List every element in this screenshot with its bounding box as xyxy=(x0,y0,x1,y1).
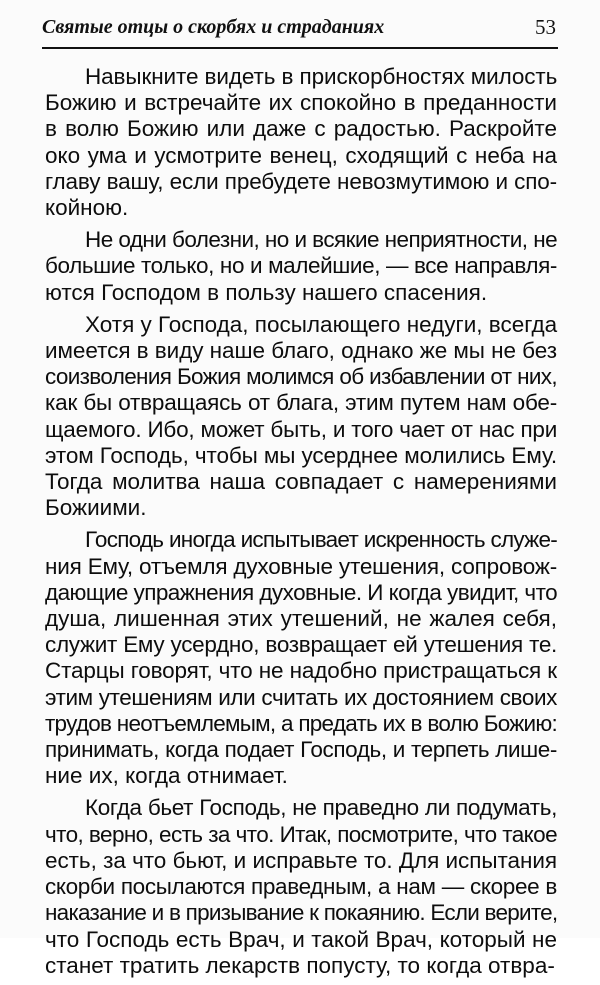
text-line: соизволения Божия молимся об избавлении от них, xyxy=(45,364,557,390)
text-line: служит Ему усердно, возвращает ей утешения те. xyxy=(45,632,557,658)
text-line: Божию и встречайте их спокойно в преданности xyxy=(45,90,557,116)
text-line: наказание и в призывание к покаянию. Если верите, xyxy=(45,900,558,926)
text-line: как бы отвращаясь от блага, этим путем нам обе- xyxy=(45,390,557,416)
text-line: Господь иногда испытывает искренность служе- xyxy=(85,527,557,553)
text-line: Не одни болезни, но и всякие неприятности, не xyxy=(85,227,558,253)
text-line: Когда бьет Господь, не праведно ли подумать, xyxy=(85,795,557,821)
paragraph xyxy=(45,795,557,978)
paragraph xyxy=(45,227,557,306)
text-line: есть, за что бьют, и исправьте то. Для испытания xyxy=(45,847,557,873)
text-line: Старцы говорят, что не надобно пристращаться к xyxy=(45,658,557,684)
running-title: Святые отцы о скорбях и страданиях xyxy=(42,16,385,38)
paragraph xyxy=(45,527,557,789)
text-line: что, верно, есть за что. Итак, посмотрите, что такое xyxy=(45,821,557,847)
body-text xyxy=(45,64,557,985)
paragraph xyxy=(45,312,557,522)
text-line: ются Господом в пользу нашего спасения. xyxy=(45,279,488,305)
text-line: трудов неотъемлемым, а предать их в волю Божию: xyxy=(45,710,557,736)
text-line: этом Господь, чтобы мы усерднее молились Ему. xyxy=(45,442,557,468)
text-line: станет тратить лекарств попусту, то когда отвра- xyxy=(45,952,555,978)
text-line: главу вашу, если пребудете невозмутимою и спо- xyxy=(45,168,557,194)
text-line: Божиими. xyxy=(45,495,147,521)
text-line: что Господь есть Врач, и такой Врач, который не xyxy=(45,926,557,952)
text-line: в волю Божию или даже с радостью. Раскройте xyxy=(45,116,557,142)
text-line: койною. xyxy=(45,195,129,221)
page-number: 53 xyxy=(535,15,556,39)
header-rule xyxy=(42,47,558,49)
text-line: ния Ему, отъемля духовные утешения, сопровож- xyxy=(45,553,557,579)
text-line: Хотя у Господа, посылающего недуги, всегда xyxy=(85,311,558,337)
text-line: большие только, но и малейшие, — все направля- xyxy=(45,253,557,279)
text-line: Тогда молитва наша совпадает с намерениями xyxy=(45,469,557,495)
text-line: ние их, когда отнимает. xyxy=(45,763,288,789)
text-line: этим утешениям или считать их достоянием своих xyxy=(45,684,557,710)
text-line: скорби посылаются праведным, а нам — скорее в xyxy=(45,874,557,900)
running-head xyxy=(42,14,558,42)
text-line: щаемого. Ибо, может быть, и того чает от нас при xyxy=(45,416,558,442)
text-line: Навыкните видеть в прискорбностях милость xyxy=(85,64,558,89)
text-line: принимать, когда подает Господь, и терпеть лише- xyxy=(45,737,557,763)
text-line: дающие упражнения духовные. И когда увидит, что xyxy=(45,579,558,605)
text-line: имеется в виду наше благо, однако же мы не без xyxy=(45,338,557,364)
text-line: душа, лишенная этих утешений, не жалея себя, xyxy=(45,606,557,632)
paragraph xyxy=(45,64,557,221)
text-line: око ума и усмотрите венец, сходящий с неба на xyxy=(45,142,557,168)
